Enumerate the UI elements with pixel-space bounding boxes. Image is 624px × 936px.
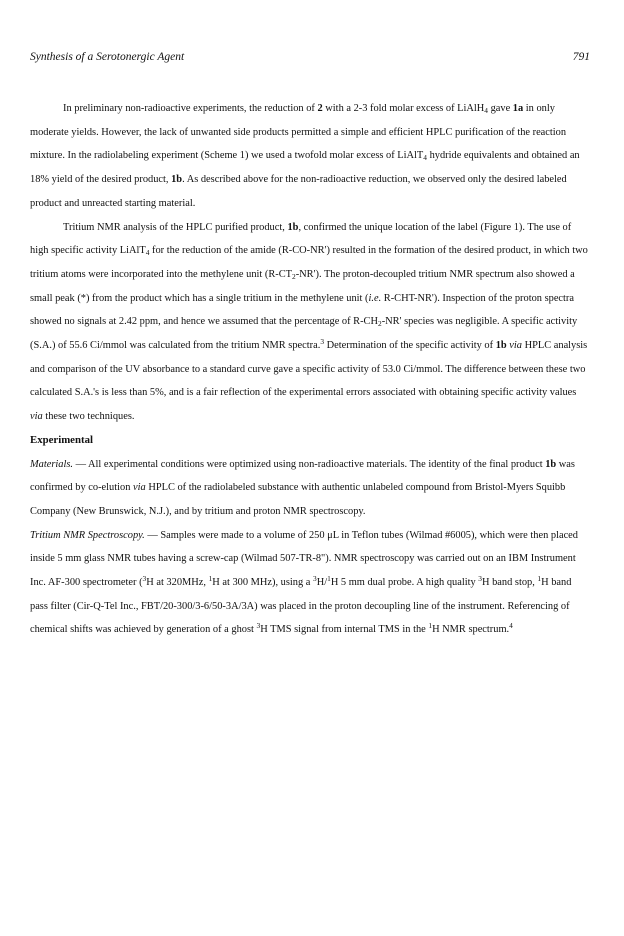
text-run: HPLC analysis and comparison of the UV absorbance to a standard curve gave a specific activity of 53.0 Ci/mmol. The difference between these two calculated S.A.'s is less than 5%, and is a fair reflection of the experimental errors associated with obtaining specific activity values — [30, 340, 588, 399]
text-run: for the reduction of the amide (R-CO-NR') resulted in the formation of the desired product, in which two tritium atoms were incorporated into the methylene unit (R-CT — [30, 245, 588, 280]
text-run: Tritium NMR analysis of the HPLC purified product, — [63, 221, 288, 233]
paragraph-materials — [30, 453, 590, 524]
text-run: H at 300 MHz), using a — [212, 577, 313, 589]
text-run: , confirmed the unique location of the label (Figure 1). The use of high specific activity LiAlT — [30, 221, 572, 257]
compound-ref: 1a — [512, 103, 524, 114]
isotope-superscript: 3 — [142, 574, 147, 584]
running-head-title: Synthesis of a Serotonergic Agent — [30, 51, 185, 63]
compound-ref: 1b — [545, 458, 557, 470]
text-run: HPLC of the radiolabeled substance with authentic unlabeled compound from Bristol-Myers Squibb Company (New Brunswick, N.J.), and by tritium and proton NMR spectroscopy. — [30, 482, 566, 517]
isotope-superscript: 1 — [537, 574, 542, 584]
subscript: 4 — [145, 248, 150, 258]
subscript: 2 — [378, 319, 382, 329]
italic-term: via — [133, 482, 146, 494]
isotope-superscript: 1 — [208, 574, 213, 584]
page-number: 791 — [572, 51, 590, 63]
isotope-superscript: 1 — [327, 574, 331, 584]
compound-ref: 1b — [287, 221, 299, 233]
run-in-heading: Tritium NMR Spectroscopy. — [30, 529, 145, 541]
text-run: H band stop, — [482, 577, 538, 589]
run-in-heading: Materials. — [30, 458, 74, 470]
text-run: hydride equivalents and obtained an 18% yield of the desired product, — [30, 150, 580, 186]
isotope-superscript: 3 — [478, 574, 482, 584]
text-run: H 5 mm dual probe. A high quality — [330, 577, 479, 589]
text-run: -NR' species was negligible. A specific activity (S.A.) of 55.6 Ci/mmol was calculated from the tritium NMR spectra. — [30, 316, 578, 352]
compound-ref: 1b — [495, 340, 507, 352]
text-run: these two techniques. — [42, 411, 135, 423]
text-run: In preliminary non-radioactive experiments, the reduction of — [63, 103, 318, 114]
italic-term: via — [30, 411, 43, 423]
text-run: . As described above for the non-radioactive reduction, we observed only the desired labeled product and unreacted starting material. — [30, 174, 567, 209]
subscript: 4 — [484, 106, 488, 115]
text-run: Determination of the specific activity of — [324, 340, 496, 352]
text-run: H/ — [316, 577, 328, 589]
isotope-superscript: 1 — [428, 621, 433, 631]
text-run: H TMS signal from internal TMS in the — [260, 624, 429, 636]
isotope-superscript: 3 — [313, 574, 317, 584]
paragraph-tritium-nmr-analysis — [30, 216, 590, 429]
text-run: H NMR spectrum. — [432, 624, 510, 636]
italic-term: i.e. — [368, 292, 382, 304]
text-run: was confirmed by co-elution — [30, 458, 575, 494]
text-run: in only moderate yields. However, the lack of unwanted side products permitted a simple and efficient HPLC purification of the reaction mixture. In the radiolabeling experiment (Scheme 1) we used a twofold molar excess of LiAlT — [30, 103, 567, 162]
body-text — [30, 97, 590, 642]
paragraph-reduction-results — [30, 97, 590, 216]
italic-term: via — [509, 340, 522, 352]
footnote-ref: 4 — [509, 621, 513, 631]
text-run: — Samples were made to a volume of 250 μL in Teflon tubes (Wilmad #6005), which were then placed inside 5 mm glass NMR tubes having a screw-cap (Wilmad 507-TR-8"). NMR spectroscopy was carried out on an IBM Instrument Inc. AF-300 spectrometer ( — [30, 529, 578, 589]
footnote-ref: 3 — [320, 337, 325, 347]
subscript: 2 — [292, 271, 296, 281]
compound-ref: 1b — [171, 174, 183, 186]
section-heading-experimental: Experimental — [30, 433, 93, 446]
text-run: with a 2-3 fold molar excess of LiAlH — [322, 103, 485, 114]
subscript: 4 — [423, 153, 427, 163]
text-run: H at 320MHz, — [146, 577, 209, 589]
compound-ref: 2 — [317, 103, 323, 114]
text-run: — All experimental conditions were optimized using non-radioactive materials. The identity of the final product — [73, 458, 546, 470]
text-run: H band pass filter (Cir-Q-Tel Inc., FBT/20-300/3-6/50-3A/3A) was placed in the proton decoupling line of the instrument. Referencing of chemical shifts was achieved by generation of a ghost — [30, 577, 572, 636]
text-run: -NR'). The proton-decoupled tritium NMR spectrum also showed a small peak (*) from the product which has a single tritium in the methylene unit ( — [30, 268, 575, 304]
text-run: gave — [487, 103, 513, 114]
paragraph-tritium-nmr-spectroscopy — [30, 524, 590, 643]
text-run: R-CHT-NR'). Inspection of the proton spectra showed no signals at 2.42 ppm, and hence we assumed that the percentage of R-CH — [30, 292, 574, 328]
isotope-superscript: 3 — [256, 621, 261, 631]
